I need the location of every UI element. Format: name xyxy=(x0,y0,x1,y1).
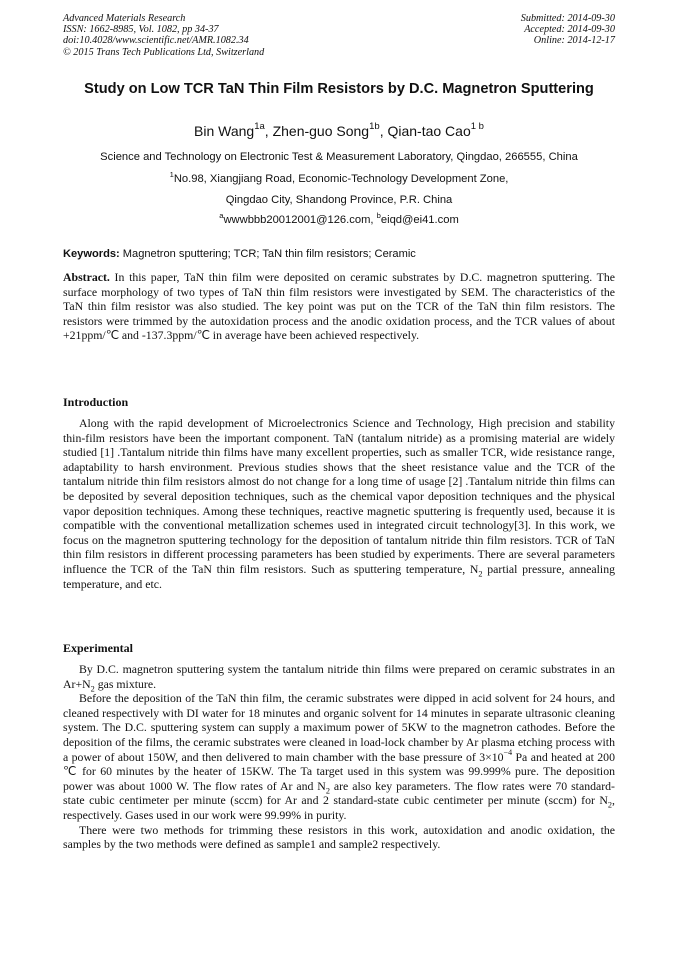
author-name: , Qian-tao Cao xyxy=(379,123,471,139)
affiliation-lab: Science and Technology on Electronic Test & Measurement Laboratory, Qingdao, 266555, China xyxy=(100,151,578,163)
keywords xyxy=(63,247,615,261)
author-name: Bin Wang xyxy=(194,123,255,139)
journal-header-left xyxy=(63,13,264,58)
email-mark: b xyxy=(376,210,381,220)
keywords-text: Magnetron sputtering; TCR; TaN thin film resistors; Ceramic xyxy=(119,248,416,260)
experimental-paragraph: There were two methods for trimming these resistors in this work, autoxidation and anodic oxidation, the samples by the two methods were defined as sample1 and sample2 respectively. xyxy=(63,822,615,852)
introduction-body xyxy=(63,416,615,591)
experimental-paragraph: Before the deposition of the TaN thin film, the ceramic substrates were dipped in acid solvent for 24 hours, and cleaned respectively with DI water for 18 minutes and organic solvent for 14 minutes in separate ultrasonic cleaning system. The D.C. sputtering system can supply a maximum power of 5KW to the magnetron cathodes. Before the deposition of the films, the ceramic substrates were cleaned in load-lock chamber by Ar plasma etching process with a power of about 150W, and then delivered to main chamber with the base pressure of $3\times 10^{-4}$ Pa and heated at 200 ℃ for 60 minutes by the heater of 15KW. The Ta target used in this system was 99.999% pure. The deposition power was about 1000 W. The flow rates of Ar and $N_2$ are also key parameters. The flow rates were 70 standard-state cubic centimeter per minute (sccm) for Ar and 2 standard-state cubic centimeter per minute (sccm) for $N_2$, respectively. Gases used in our work were 99.99% in purity. xyxy=(63,691,615,822)
section-heading-experimental: Experimental xyxy=(63,641,133,655)
affiliation-address xyxy=(63,169,615,186)
experimental-body xyxy=(63,662,615,852)
email-link[interactable]: wwwbbb20012001@126.com, xyxy=(223,214,377,226)
doi: doi:10.4028/www.scientific.net/AMR.1082.34 xyxy=(63,35,249,47)
affiliation-address-text: No.98, Xiangjiang Road, Economic-Technology Development Zone, xyxy=(173,173,509,185)
affiliation-city: Qingdao City, Shandong Province, P.R. China xyxy=(225,194,453,206)
email-mark: a xyxy=(219,210,224,220)
introduction-paragraph: Along with the rapid development of Microelectronics Science and Technology, High precision and stability thin-film resistors have been the important component. TaN (tantalum nitride) as a promising material are widely studied [1] .Tantalum nitride thin films have many excellent properties, such as smaller TCR, wide resistance range, adaptability to harsh environment. Previous studies shows that the sheet resistance value and the TCR of the tantalum nitride thin film resistors almost do not change for a long time of usage [2] .Tantalum nitride thin films can be deposited by several deposition techniques, such as the chemical vapor deposition techniques and the physical vapor deposition techniques. Among these techniques, reactive magnetic sputtering is frequently used, because it is compatible with the conventional metallization schemes used in integrated circuit technology[3]. In this work, we focus on the magnetron sputtering technology for the deposition of tantalum nitride thin film resistors. TCR of TaN thin film resistors in different processing parameters has been studied by experiments. There are several parameters influence the TCR of the TaN thin film resistors. Such as sputtering temperature, $N_2$ partial pressure, annealing temperature, and etc. xyxy=(63,416,615,591)
author-list xyxy=(63,122,615,140)
online-date: Online: 2014-12-17 xyxy=(533,35,615,47)
email-link[interactable]: eiqd@ei41.com xyxy=(380,214,459,226)
author-affiliation-mark: 1a xyxy=(254,121,265,133)
issn: ISSN: 1662-8985, Vol. 1082, pp 34-37 xyxy=(63,24,219,36)
accepted-date: Accepted: 2014-09-30 xyxy=(524,24,615,36)
submitted-date: Submitted: 2014-09-30 xyxy=(520,13,615,24)
abstract-label: Abstract. xyxy=(63,270,110,284)
copyright: © 2015 Trans Tech Publications Ltd, Switzerland xyxy=(63,46,265,58)
abstract xyxy=(63,270,615,343)
journal-header-right xyxy=(521,13,615,47)
author-name: , Zhen-guo Song xyxy=(264,123,370,139)
abstract-text: In this paper, TaN thin film were deposited on ceramic substrates by D.C. magnetron sputtering. The surface morphology of two types of TaN thin film resistors were investigated by SEM. The characteristics of the TaN thin film resistor was also studied. The key point was put on the TCR of the TaN thin film resistors. The resistors were trimmed by the autoxidation process and the anodic oxidation process, and the TCR values of about +21ppm/℃ and -137.3ppm/℃ in average have been achieved respectively. xyxy=(63,270,615,343)
author-affiliation-mark: 1 b xyxy=(470,121,484,133)
paper-title: Study on Low TCR TaN Thin Film Resistors by D.C. Magnetron Sputtering xyxy=(84,81,594,97)
affiliation-mark: 1 xyxy=(169,169,174,179)
journal-name: Advanced Materials Research xyxy=(63,13,186,24)
keywords-label: Keywords: xyxy=(63,248,120,260)
experimental-paragraph: By D.C. magnetron sputtering system the tantalum nitride thin films were prepared on ceramic substrates in an $Ar+N_2$ gas mixture. xyxy=(63,662,615,693)
section-heading-introduction: Introduction xyxy=(63,395,129,409)
author-affiliation-mark: 1b xyxy=(369,121,380,133)
author-emails xyxy=(63,210,615,227)
